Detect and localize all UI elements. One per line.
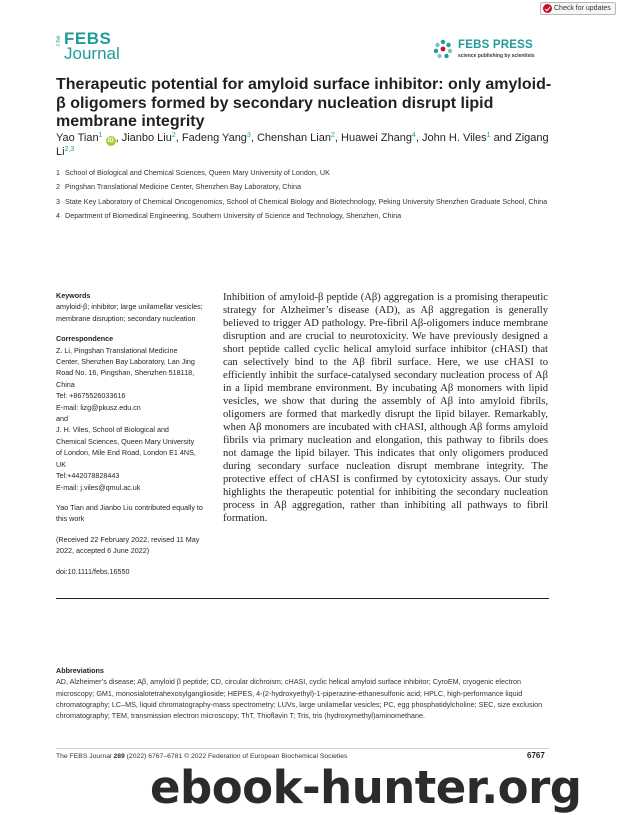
correspondence-phone: Tel:+442078828443 [56,471,120,481]
keywords-text: amyloid-β; inhibitor; large unilamellar vesicles; membrane disruption; secondary nucleation [56,302,203,323]
author-name[interactable]: Yao Tian [56,132,99,144]
watermark-text: ebook-hunter.org [150,761,582,814]
journal-logo [56,30,126,66]
correspondence-line: J. H. Viles, School of Biological and [56,425,169,435]
author-affiliation-sup: 4 [411,132,416,139]
affiliation-text: Pingshan Translational Medicine Center, Shenzhen Bay Laboratory, China [65,182,301,192]
author-affiliation-sup: 1 [98,132,103,139]
affiliation-text: School of Biological and Chemical Sciences, Queen Mary University of London, UK [65,168,330,177]
author-list: Yao Tian$^1$ iD , Jianbo Liu$^2$, Fadeng Yang$^3$, Chenshan Lian$^2$, Huawei Zhang$^4$, John H. Viles$^1$ and Zigang Li$^{2,3}$ [56,132,549,158]
page-number: 6767 [527,751,545,760]
febs-press-emblem-icon [433,39,453,59]
affiliation-item [56,196,556,208]
affiliation-item [56,210,556,222]
author-affiliation-sup: 2 [171,132,176,139]
author-affiliation-sup: 3 [246,132,251,139]
affiliation-text: Department of Biomedical Engineering, Southern University of Science and Technology, Shenzhen, China [65,210,402,220]
correspondence-email-link[interactable]: E-mail: j.viles@qmul.ac.uk [56,482,141,492]
author-name[interactable]: Huawei Zhang [341,132,412,144]
footer-volume: 289 [113,753,125,760]
febs-press-name: FEBS PRESS [458,39,533,51]
affiliation-number: 1 [56,168,60,177]
footer-journal-name: The FEBS Journal [56,753,112,760]
abstract-text: Inhibition of amyloid-β peptide (Aβ) aggregation is a promising therapeutic strategy for Alzheimer’s disease (AD), as Aβ aggregation is generally believed to trigger AD pathology. Pre-fibril Aβ-oligomers induce membrane disruption and are crucial to neurotoxicity. We have previously designed a short peptide called cyclic helical amyloid surface inhibitor (cHASI) that can selectively bind to the Aβ fibril surface. Here, we use cHASI to efficiently inhibit the surface-catalysed secondary nucleation process of Aβ in a lipid membrane environment. By incubating Aβ monomers with lipid vesicles, we show that during the assembly of Aβ into amyloid fibrils, oligomers are formed that markedly disrupt the lipid bilayer. Remarkably, when Aβ monomers are incubated with cHASI, although Aβ forms amyloid fibrils via primary nucleation and elongation, this pathway to fibrils does not damage the lipid bilayer. This indicates that only oligomers produced during secondary surface nucleation disrupt membrane integrity. The protective effect of cHASI is confirmed by cytotoxicity assays. Our study highlights the therapeutic potential for inhibiting the secondary nucleation process in Aβ aggregation, rather than inhibiting all pathways to fibril formation. [223,292,548,524]
article-info-sidebar [56,290,206,577]
author-name[interactable]: John H. Viles [421,132,487,144]
footer-copyright: (2022) 6767–6781 © 2022 Federation of European Biochemical Societies [126,753,348,760]
affiliation-list [56,167,556,224]
affiliation-number: 4 [56,210,60,220]
correspondence-line: UK [56,459,66,469]
author-and: and [493,132,512,144]
affiliation-item [56,167,556,179]
section-divider [56,598,549,599]
abbreviations-heading: Abbreviations [56,666,104,675]
keywords-heading: Keywords [56,291,91,300]
febs-press-logo [433,38,553,64]
orcid-icon[interactable]: iD [107,138,114,144]
affiliation-text: State Key Laboratory of Chemical Oncogenomics, School of Chemical Biology and Biotechnology, Peking University Shenzhen Graduate School, China [65,196,548,206]
correspondence-heading: Correspondence [56,334,114,344]
affiliation-item [56,181,556,193]
check-for-updates-label: Check for updates [554,5,611,12]
abbreviations-section [56,665,556,721]
author-name[interactable]: Fadeng Yang [181,132,247,144]
correspondence-line: Center, Shenzhen Bay Laboratory, Lan Jing [56,357,195,367]
affiliation-number: 3 [56,196,60,206]
journal-logo-the: The [56,35,62,47]
correspondence-line: Z. Li, Pingshan Translational Medicine [56,345,178,355]
equal-contribution-note: Yao Tian and Jianbo Liu contributed equally to this work [56,502,203,524]
author-affiliation-sup: 2,3 [64,146,75,153]
author-affiliation-sup: 2 [330,132,335,139]
febs-press-tagline: science publishing by scientists [458,53,535,59]
correspondence-line: Chemical Sciences, Queen Mary University [56,436,195,446]
correspondence-phone: Tel: +8675526033616 [56,391,126,401]
correspondence-email-link[interactable]: E-mail: lizg@pkusz.edu.cn [56,402,141,412]
correspondence-line: China [56,379,75,389]
journal-logo-journal: Journal [64,44,120,63]
author-name[interactable]: Jianbo Liu [121,132,172,144]
correspondence-line: of London, Mile End Road, London E1 4NS, [56,448,196,458]
footer-citation [56,753,347,760]
author-name[interactable]: Chenshan Lian [256,132,331,144]
footer-divider [56,748,549,749]
correspondence-line: Road No. 16, Pingshan, Shenzhen 518118, [56,368,195,378]
author-name[interactable]: Zigang Li [56,132,549,158]
journal-logo-febs: FEBS [64,29,112,48]
doi-link[interactable]: doi:10.1111/febs.16550 [56,566,130,576]
abbreviations-text: AD, Alzheimer’s disease; Aβ, amyloid β peptide; CD, circular dichroism; cHASI, cyclic helical amyloid surface inhibitor; CyroEM, cryogenic electron microscopy; GM1, monosialotetrahexosylganglioside; HEPES, 4-(2-hydroxyethyl)-1-piperazine-ethanesulfonic acid; HPLC, high-performance liquid chromatography; LC–MS, liquid chromatography-mass spectrometry; LUVs, large unilamellar vesicles; PC, egg phosphatidylcholine; SEC, size exclusion chromatography; TEM, transmission electron microscopy; ThT, Thioflavin T; Tris, tris (hydroxymethyl)aminomethane. [56,677,543,721]
received-dates: (Received 22 February 2022, revised 11 May 2022, accepted 6 June 2022) [56,534,200,556]
correspondence-and: and [56,414,68,424]
author-affiliation-sup: 1 [486,132,491,139]
affiliation-number: 2 [56,182,60,192]
article-title: Therapeutic potential for amyloid surface inhibitor: only amyloid-β oligomers formed by secondary nucleation disrupt lipid membrane integrity [56,76,552,130]
check-updates-icon [543,4,552,13]
check-for-updates-button[interactable] [540,2,616,15]
